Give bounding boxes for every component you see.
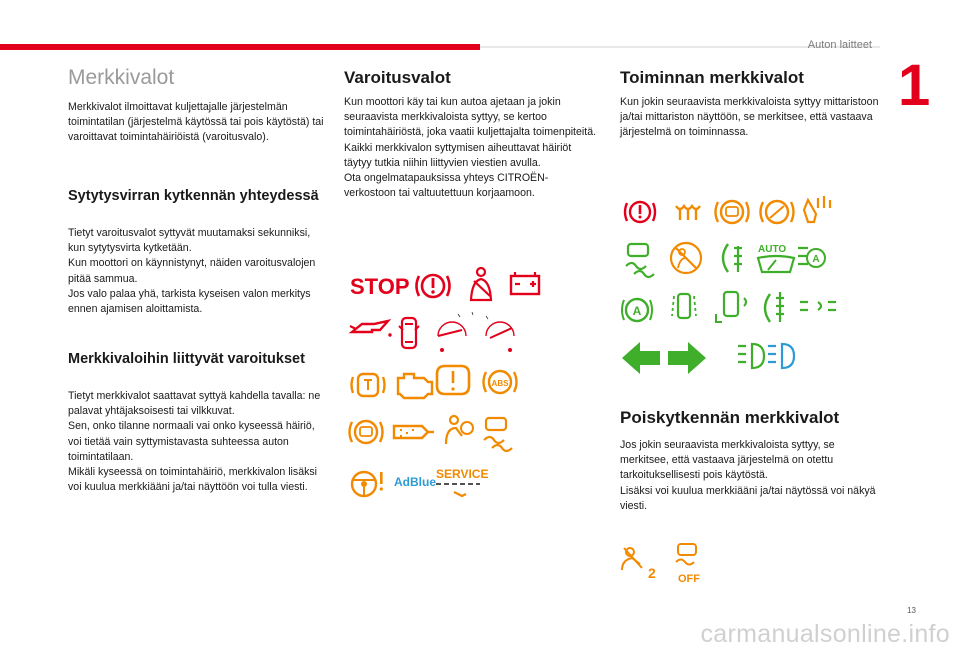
- watermark: carmanualsonline.info: [700, 620, 950, 648]
- airbag-off-label: 2: [648, 565, 656, 581]
- esp-off-label: OFF: [678, 573, 700, 585]
- park-assist-icon: [716, 292, 746, 322]
- function-lights-heading: Toiminnan merkkivalot: [620, 68, 804, 87]
- power-steering-icon: [352, 472, 383, 496]
- foot-on-brake-icon: [804, 196, 830, 222]
- dipped-beam-green-icon: [738, 344, 764, 368]
- chapter-number: 1: [898, 53, 931, 118]
- front-fog-icon: [765, 292, 784, 322]
- direction-indicators-icon: [622, 342, 706, 374]
- stop-icon: STOP: [350, 274, 410, 299]
- auto-headlamp-icon: [798, 248, 825, 267]
- deactivation-icon-group: [620, 540, 740, 590]
- auto-headlamp-label: A: [812, 254, 820, 265]
- coolant-temperature-gauge-icon: [438, 312, 514, 352]
- brake-fault-icon: [625, 202, 655, 222]
- deactivation-paragraph: Jos jokin seuraavista merkkivaloista syttyy, se merkitsee, että vastaava järjestelmä on otettu tarkoituksellisesti pois käytöstä. Lisäksi voi kuulua merkkiääni ja/tai näytössä voi näkyä viesti.: [620, 439, 876, 512]
- gearbox-fault-icon: [352, 374, 385, 396]
- abs-warning-icon: [484, 371, 517, 393]
- general-warning-icon: [437, 366, 469, 394]
- service-icon-label: SERVICE: [436, 467, 489, 481]
- abs-icon-label: ABS: [491, 379, 509, 388]
- airbag-icon: [446, 416, 473, 444]
- section-title: Auton laitteet: [807, 39, 872, 51]
- warnings-paragraph: Tietyt merkkivalot saattavat syttyä kahdella tavalla: ne palavat yhtäjaksoisesti tai vilkkuvat. Sen, onko tilanne normaali vai onko kyseessä häiriö, voi tietää vain syttymistavasta suhteessa auton toimintatilaan. Mikäli kyseessä on toimintahäiriö, merkkivalon lisäksi voi kuulua merkkiääni ja/tai näyttöön voi tulla viesti.: [68, 390, 321, 494]
- door-open-icon: [399, 318, 419, 348]
- esp-off-icon: [676, 544, 700, 585]
- deactivation-heading: Poiskytkennän merkkivalot: [620, 408, 840, 427]
- warning-icon-grid: [346, 262, 596, 512]
- brake-warning-icon: [417, 275, 450, 297]
- warning-lights-heading: Varoitusvalot: [344, 68, 451, 87]
- stability-control-icon: [350, 421, 383, 443]
- ignition-heading: Sytytysvirran kytkennän yhteydessä: [68, 188, 319, 204]
- warnings-heading: Merkkivaloihin liittyvät varoitukset: [68, 351, 305, 367]
- lane-assist-icon: [672, 294, 696, 318]
- engine-check-icon: [398, 374, 432, 398]
- stop-start-active-icon: [626, 244, 654, 277]
- intro-paragraph: Merkkivalot ilmoittavat kuljettajalle järjestelmän toimintatilan (järjestelmä käytössä tai pois käytöstä) tai varoittavat toimintahäiriöistä (varoitusvalo).: [68, 101, 324, 144]
- page-title: Merkkivalot: [68, 66, 175, 89]
- function-lights-paragraph: Kun jokin seuraavista merkkivaloista syttyy mittaristoon ja/tai mittariston näyttöön, se merkitsee, että vastaava järjestelmä on toiminnassa.: [620, 96, 879, 139]
- warning-lights-paragraph: Kun moottori käy tai kun autoa ajetaan ja jokin seuraavista merkkivaloista syttyy, se kertoo toimintahäiriöstä, joka vaatii kuljettajalta toimenpiteitä. Kaikki merkkivalon syttymisen aiheuttavat häiriöt täytyy tutkia niihin liittyvien viestien avulla. Ota ongelmatapauksissa yhteys CITROËN-verkostoon tai valtuutettuun korjaamoon.: [344, 96, 597, 200]
- adblue-icon: AdBlue: [394, 475, 436, 489]
- function-icon-grid: [620, 186, 880, 376]
- low-beam-icon: [723, 244, 742, 272]
- lane-departure-icon: [761, 201, 794, 223]
- stability-off-icon: [716, 201, 749, 223]
- particle-filter-icon: [394, 426, 434, 438]
- seatbelt-warning-icon: [471, 268, 491, 300]
- page-number: 13: [907, 606, 916, 615]
- auto-wipers-icon: [758, 244, 794, 272]
- airbag-off-icon: [671, 243, 701, 273]
- main-beam-icon: [768, 344, 794, 368]
- auto-wipers-label: AUTO: [758, 244, 787, 255]
- passenger-airbag-off-icon: [622, 548, 656, 581]
- header-red-bar: [0, 44, 480, 50]
- skid-control-icon: [484, 418, 512, 451]
- oil-pressure-icon: [350, 321, 392, 337]
- ignition-paragraph: Tietyt varoitusvalot syttyvät muutamaksi sekunniksi, kun sytytysvirta kytketään. Kun moottori on käynnistynyt, näiden varoitusvalojen pitää sammua. Jos valo palaa yhä, tarkista kyseisen valon merkitys ennen ajamisen aloittamista.: [68, 227, 316, 316]
- side-lamps-icon: [800, 302, 836, 310]
- stop-start-a-label: A: [632, 304, 642, 318]
- battery-warning-icon: [511, 272, 539, 294]
- service-icon: [436, 467, 488, 496]
- stop-start-a-icon: [622, 299, 652, 321]
- preheating-icon: [676, 206, 700, 220]
